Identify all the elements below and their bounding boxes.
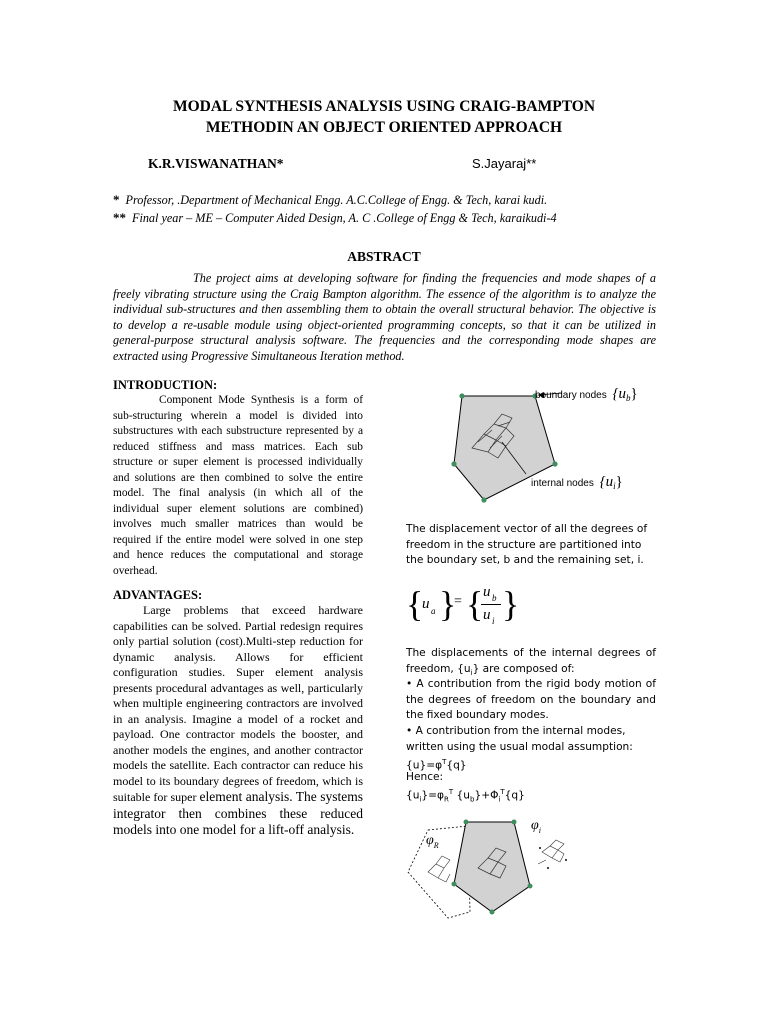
eq-bottom: u: [483, 607, 491, 623]
eq2-part-b: }=φ: [421, 789, 445, 802]
affiliation-2: [113, 210, 557, 226]
affiliation-2-mark: **: [113, 210, 126, 225]
internal-mode-mesh: [538, 840, 567, 869]
abstract-heading: ABSTRACT: [347, 249, 421, 264]
eq-top-sub: b: [492, 593, 497, 603]
boundary-nodes-symbol: {u: [612, 386, 627, 402]
advantages-section: [113, 588, 363, 839]
internal-dof-text-end: } are composed of:: [472, 662, 575, 675]
phi-i-symbol: φ: [531, 818, 539, 833]
introduction-text: Component Mode Synthesis is a form of sub-structuring wherein a model is divided into substructures with each substructure represented by a reduced stiffness and mass matrices. Each sub structure or super element is processed individually and solutions are then combined to solve the entire model. The final analysis (in which all of the individual super element solutions are combined) involves much smaller matrices than would be required if the entire model were solved in one step and hence reduces the computational and storage overhead.: [113, 394, 363, 577]
affiliation-2-text: Final year – ME – Computer Aided Design, A. C .College of Engg & Tech, karaikudi-4: [132, 211, 557, 225]
boundary-node: [490, 910, 495, 915]
eq1-end: {q}: [446, 759, 467, 772]
boundary-node: [512, 820, 517, 825]
structure-polygon: [454, 822, 530, 912]
eq2-part-d: }+Φ: [474, 789, 499, 802]
introduction-heading: INTRODUCTION:: [113, 378, 218, 392]
combined-equation: [406, 785, 656, 808]
phi-r-sub: R: [433, 840, 439, 850]
affiliation-1: [113, 192, 547, 208]
internal-nodes-text: internal nodes: [531, 478, 594, 489]
eq-lhs: u: [422, 596, 430, 612]
internal-nodes-label: internal nodes $\{u_i\}$: [531, 474, 623, 491]
phi-r-symbol: φ: [426, 833, 434, 848]
boundary-nodes-sub: b: [626, 393, 631, 403]
eq1-sup: T: [442, 758, 447, 766]
boundary-node: [481, 497, 486, 502]
eq-left-brace-open: {: [406, 584, 424, 624]
eq2-part-e: {q}: [504, 789, 525, 802]
eq-equals: =: [454, 594, 462, 609]
internal-nodes-sub: i: [613, 481, 616, 491]
boundary-node: [459, 393, 464, 398]
author-2: S.Jayaraj**: [472, 156, 537, 171]
eq-right-brace-close: }: [502, 584, 520, 624]
eq1-main: {u}=φ: [406, 759, 443, 772]
internal-nodes-symbol: {u: [599, 474, 614, 490]
boundary-node: [552, 461, 557, 466]
eq2-part-a: {u: [406, 789, 420, 802]
abstract-text: The project aims at developing software for finding the frequencies and mode shapes of a freely vibrating structure using the Craig Bampton algorithm. The essence of the algorithm is to analyze the individual sub-structures and then assembling them to obtain the overall structural behavior. The objective is to develop a re-usable module using object-oriented programming concepts, so that it can be utilized in general-purpose structural analysis software. The frequencies and the corresponding mode shapes are extracted using Progressive Simultaneous Iteration method.: [113, 271, 656, 363]
advantages-text: [113, 603, 363, 839]
paper-title: [110, 96, 658, 138]
bullet-internal-modes: • A contribution from the internal modes, written using the usual modal assumption:: [406, 725, 633, 753]
internal-dof-text-main: The displacements of the internal degrees of freedom, {u: [406, 647, 656, 675]
boundary-node: [464, 820, 469, 825]
internal-dof-sub: i: [470, 668, 473, 677]
introduction-section: [113, 378, 363, 579]
phi-i-label: [531, 818, 541, 835]
eq-left-brace-close: }: [439, 584, 457, 624]
hence-label: Hence:: [406, 771, 444, 783]
eq2-d-sup: T: [500, 788, 505, 796]
modes-figure: [400, 812, 590, 924]
advantages-heading: ADVANTAGES:: [113, 588, 203, 602]
eq2-b-sub: R: [444, 795, 449, 804]
eq-bottom-sub: i: [492, 616, 495, 626]
eq-top: u: [483, 584, 491, 600]
boundary-node: [452, 882, 457, 887]
eq-lhs-sub: a: [431, 606, 436, 616]
displacement-vector-text: The displacement vector of all the degrees of freedom in the structure are partitioned into the boundary set, b and the remaining set, i.: [406, 523, 648, 566]
eq2-a-sub: i: [419, 795, 422, 804]
advantages-text-tail: element analysis. The systems integrator then combines these reduced models into one model for a lift-off analysis.: [113, 789, 363, 837]
phi-i-sub: i: [538, 825, 541, 835]
partition-equation: [406, 582, 526, 632]
affiliation-1-mark: *: [113, 192, 120, 207]
rigid-mesh: [428, 856, 450, 882]
advantages-text-main: Large problems that exceed hardware capabilities can be solved. Partial redesign requires only partial solution (cost).Multi-step reduction for dynamic analysis. Allows for efficient configuration studies. Super element analysis presents procedural advantages as well, particularly when multiple engineering contractors are involved in an analysis. Imagine a model of a rocket and payload. One contractor models the booster, and another models the engines, and another contractor models the satellite. Each contractor can reduce his model to its boundary degrees of freedom, which is suitable for super: [113, 603, 363, 804]
boundary-node: [451, 461, 456, 466]
affiliation-1-text: Professor, .Department of Mechanical Engg. A.C.College of Engg. & Tech, karai kudi.: [125, 193, 548, 207]
eq2-b-sup: T: [448, 788, 454, 796]
author-1: K.R.VISWANATHAN*: [148, 156, 284, 171]
boundary-node: [528, 884, 533, 889]
boundary-nodes-label: boundary nodes $\{u_b\}$: [535, 386, 638, 403]
boundary-nodes-text: boundary nodes: [535, 390, 607, 401]
title-line-1: MODAL SYNTHESIS ANALYSIS USING CRAIG-BAMPTON: [172, 98, 596, 115]
title-line-2: METHODIN AN OBJECT ORIENTED APPROACH: [205, 119, 563, 136]
eq2-c-sub: b: [470, 795, 475, 804]
phi-r-label: [426, 833, 439, 850]
eq-right-brace-open: {: [466, 584, 484, 624]
eq-fraction-bar: [481, 604, 501, 605]
internal-dof-text: [406, 646, 656, 681]
eq2-d-sub: i: [498, 795, 501, 804]
bullet-rigid-body: • A contribution from the rigid body motion of the degrees of freedom on the boundary and the fixed boundary modes.: [406, 678, 656, 721]
eq2-part-c: {u: [453, 789, 471, 802]
